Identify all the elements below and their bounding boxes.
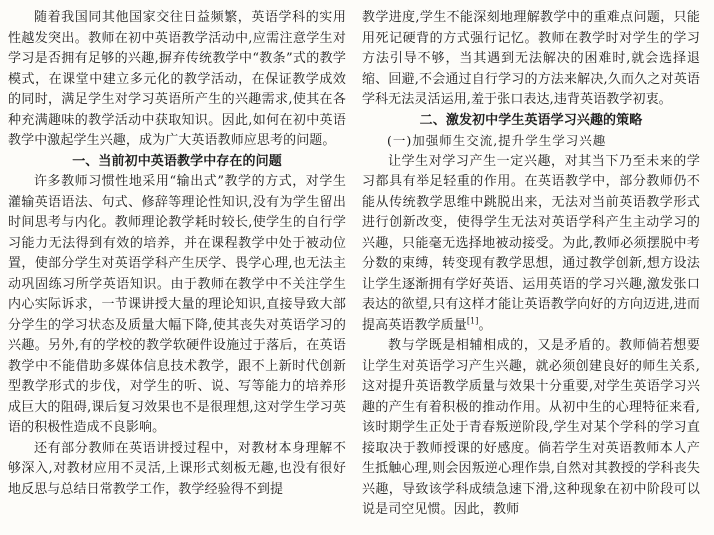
section-heading-strategies: 二、激发初中学生英语学习兴趣的策略 (419, 112, 643, 128)
strategy-paragraph-1-end: 。 (478, 317, 492, 333)
problem-paragraph-2: 还有部分教师在英语讲授过程中，对教材本身理解不够深入,对教材应用不灵活,上课形式刻板无趣,也没有很好地反思与总结日常教学工作，教学经验得不到提 (8, 440, 346, 497)
reference-marker: [1] (466, 316, 479, 326)
subsection-heading-1: (一)加强师生交流,提升学生学习兴趣 (387, 133, 607, 148)
strategy-paragraph-2: 教与学既是相辅相成的，又是矛盾的。教师倘若想要让学生对英语学习产生兴趣，就必须创建良好的师生关系,这对提升英语教学质量与效果十分重要,对学生英语学习兴趣的产生有着积极的推动作用。从初中生的心理特征来看,该时期学生正处于青春叛逆阶段,学生对某个学科的学习直接取决于教师授课的好感度。倘若学生对英语教师本人产生抵触心理,则会因叛逆心理作祟,自然对其教授的学科丧失兴趣，导致该学科成绩急速下滑,这种现象在初中阶段可以说是司空见惯。因此，教师 (362, 338, 700, 517)
problem-paragraph-1: 许多教师习惯性地采用“输出式”教学的方式，对学生灌输英语语法、句式、修辞等理论性知识,没有为学生留出时间思考与内化。教师理论教学耗时较长,使学生的自行学习能力无法得到有效的培养，并在课程教学中处于被动位置，使部分学生对英语学科产生厌学、畏学心理,也无法主动巩固练习所学英语知识。由于教师在教学中不关注学生内心实际诉求，一节课讲授大量的理论知识,直接导致大部分学生的学习状态及质量大幅下降,使其丧失对英语学习的兴趣。另外,有的学校的教学软硬件设施过于落后，在英语教学中不能借助多媒体信息技术教学，跟不上新时代创新型教学形式的步伐，对学生的听、说、写等能力的培养形成巨大的阻碍,课后复习效果也不是很理想,这对学生学习英语的积极性造成不良影响。 (8, 174, 346, 435)
problem-paragraph-2-continued: 教学进度,学生不能深刻地理解教学中的重难点问题，只能用死记硬背的方式强行记忆。教师在教学时对学生的学习方法引导不够，当其遇到无法解决的困难时,就会选择退缩、回避,不会通过自行学习的方法来解决,久而久之对英语学科无法灵活运用,羞于张口表达,违背英语教学初衷。 (362, 10, 700, 107)
strategy-paragraph-1-text: 让学生对学习产生一定兴趣，对其当下乃至未来的学习都具有举足轻重的作用。在英语教学中，部分教师仍不能从传统教学思维中跳脱出来，无法对当前英语教学形式进行创新改变，使得学生无法对英语学科产生主动学习的兴趣，只能毫无选择地被动接受。为此,教师必须摆脱中考分数的束缚，转变现有教学思想，通过教学创新,想方设法让学生逐渐拥有学好英语、运用英语的学习兴趣,激发张口表达的欲望,只有这样才能让英语教学向好的方向迈进,进而提高英语教学质量 (362, 153, 700, 333)
strategy-paragraph-1 (362, 152, 700, 337)
right-column (362, 8, 700, 521)
left-column (8, 8, 346, 500)
intro-paragraph: 随着我国同其他国家交往日益频繁，英语学科的实用性越发突出。教师在初中英语教学活动中,应需注意学生对学习是否拥有足够的兴趣,摒弃传统教学中“教条”式的教学模式，在课堂中建立多元化的教学活动，在保证教学成效的同时，满足学生对学习英语所产生的兴趣需求,使其在各种充满趣味的教学活动中获取知识。因此,如何在初中英语教学中激起学生兴趣，成为广大英语教师应思考的问题。 (8, 10, 346, 148)
section-heading-problems: 一、当前初中英语教学中存在的问题 (72, 153, 282, 169)
